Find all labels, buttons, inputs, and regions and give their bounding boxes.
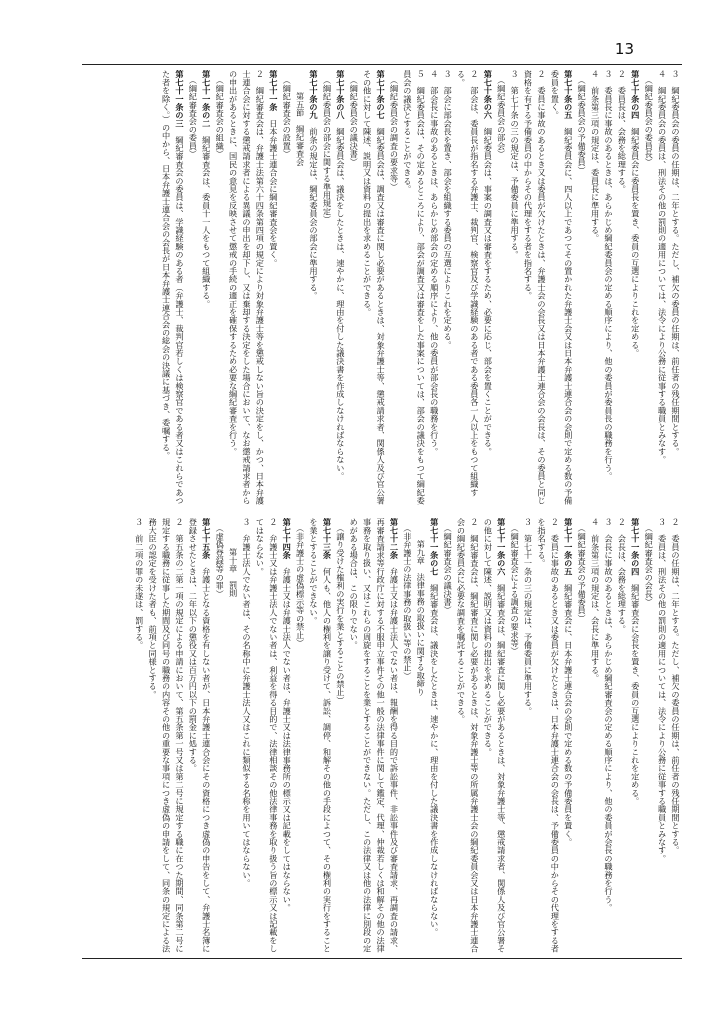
article-paragraph xyxy=(333,70,346,506)
article-caption xyxy=(213,518,226,954)
caption-text: （綱紀委員会の議決書） xyxy=(349,76,360,167)
caption-text: （非弁護士の虚偽標示等の禁止） xyxy=(295,524,306,647)
article-text: 綱紀委員会に委員長を置き、委員の互選によりこれを定める。 xyxy=(630,119,641,358)
top-rule xyxy=(82,64,682,65)
article-paragraph xyxy=(347,518,401,954)
article-caption xyxy=(213,70,226,506)
clause-text: ４ 前条第三項の規定は、会長に準用する。 xyxy=(590,518,601,682)
article-text: 弁護士又は弁護士法人でない者は、報酬を得る目的で訴訟事件、非訟事件及び審査請求、再調査の請求、再審査請求等行政庁に対する不服申立事件その他一般の法律事件に関して鑑定、代理、仲裁若しくは和解その他の法律事務を取り扱い、又はこれらの周旋をすることを業とすることができない。ただし、この法律又は他の法律に別段の定めがある場合は、この限りでない。 xyxy=(349,518,400,953)
article-number: 第七十三条 xyxy=(322,518,333,559)
article-caption xyxy=(320,70,333,506)
clause-paragraph xyxy=(226,70,266,506)
article-number: 第七十条の八 xyxy=(335,70,346,120)
chapter-heading xyxy=(226,518,239,954)
article-text: 綱紀審査会に会長を置き、委員の互選によりこれを定める。 xyxy=(630,575,641,806)
clause-paragraph xyxy=(655,70,668,506)
clause-text: ５ 綱紀委員会は、その定めるところにより、部会が調査又は審査をした事案については、部会の議決をもつて綱紀委員会の議決とすることができる。 xyxy=(402,70,427,505)
caption-text: （綱紀審査会の委員） xyxy=(188,76,199,158)
caption-text: （綱紀審査会による調査の要求等） xyxy=(510,524,521,656)
chapter-heading-text: 第十章 罰則 xyxy=(228,548,239,598)
article-caption xyxy=(508,518,521,954)
clause-text: ２ 弁護士又は弁護士法人でない者は、利益を得る目的で、法律相談その他法律事務を取り扱う旨の標示又は記載をしてはならない。 xyxy=(255,518,279,953)
article-text: 綱紀委員会は、調査又は審査に関し必要があるときは、対象弁護士等、懲戒請求者、関係人及び官公署その他に対して陳述、説明又は資料の提出を求めることができる。 xyxy=(362,70,387,505)
article-caption xyxy=(293,518,306,954)
clause-paragraph xyxy=(669,518,682,954)
article-number: 第七十一条の六 xyxy=(496,518,507,576)
article-text: 綱紀審査会は、委員十一人をもつて組織する。 xyxy=(201,127,212,308)
article-caption xyxy=(387,70,400,506)
section-heading xyxy=(293,70,306,506)
article-text: 綱紀審査会に、日本弁護士連合会の会則で定める数の予備委員を置く。 xyxy=(563,575,574,847)
article-number: 第七十四条 xyxy=(282,518,293,559)
clause-text: ２ 綱紀審査会は、弁護士法第六十四条第四項の規定により対象弁護士等を懲戒しない旨の決定をし、かつ、日本弁護士連合会に対する懲戒請求者による異議の申出を却下し、又は棄却する決定をした場合において、なお懲戒請求者からの申出があるときに、国民の意見を反映させて懲戒の手続の適正を確保するため必要な綱紀審査を行う。 xyxy=(228,70,266,505)
article-text: 弁護士となる資格を有しない者が、日本弁護士連合会にその資格につき虚偽の申告をして、弁護士名簿に登録させたときは、二年以下の懲役又は百万円以下の罰金に処する。 xyxy=(188,518,212,953)
article-paragraph xyxy=(307,70,320,506)
article-caption xyxy=(575,70,588,506)
clause-paragraph xyxy=(132,518,145,954)
article-number: 第七十条の七 xyxy=(376,70,387,120)
clause-text: ２ 委員に事故のあるとき又は委員が欠けたときは、弁護士会の会長又は日本弁護士連合会の会長は、その委員と同じ資格を有する予備委員の中からその代理をする者を指名する。 xyxy=(523,70,547,505)
article-number: 第七十一条の二 xyxy=(201,70,212,128)
caption-text: （綱紀委員会の部会に関する準用規定） xyxy=(322,76,333,224)
clause-paragraph xyxy=(615,518,628,954)
lower-vertical-text xyxy=(132,518,682,954)
clause-text: ２ 委員長は、会務を総理する。 xyxy=(617,70,628,193)
article-text: 日本弁護士連合会に綱紀審査会を置く。 xyxy=(268,111,279,267)
article-paragraph xyxy=(427,518,440,954)
article-text: 弁護士又は弁護士法人でない者は、弁護士又は法律事務所の標示又は記載をしてはならない。 xyxy=(282,559,293,912)
caption-text: （綱紀委員会の調査の要求等） xyxy=(389,76,400,191)
clause-paragraph xyxy=(602,518,615,954)
article-text: 綱紀委員会に、四人以上であつてその置かれた弁護士会又は日本弁護士連合会の会則で定める数の予備委員を置く。 xyxy=(550,70,574,505)
article-number: 第七十五条 xyxy=(201,518,212,559)
article-text: 綱紀委員会は、事案の調査又は審査をするため、必要に応じ、部会を置くことができる。 xyxy=(483,119,494,456)
clause-text: ３ 前二項の罪の未遂は、罰する。 xyxy=(134,518,145,650)
article-caption xyxy=(575,518,588,954)
article-number: 第七十一条の五 xyxy=(563,518,574,576)
clause-paragraph xyxy=(521,70,548,506)
section-heading-text: 第九章 法律事務の取扱いに関する取締り xyxy=(416,540,427,696)
clause-paragraph xyxy=(535,518,562,954)
article-caption xyxy=(494,70,507,506)
clause-paragraph xyxy=(454,70,481,506)
clause-paragraph xyxy=(253,518,280,954)
clause-paragraph xyxy=(240,518,253,954)
article-paragraph xyxy=(199,70,212,506)
article-text: 前条の規定は、綱紀委員会の部会に準用する。 xyxy=(309,119,320,300)
article-paragraph xyxy=(561,518,574,954)
clause-paragraph xyxy=(602,70,615,506)
clause-paragraph xyxy=(427,70,440,506)
clause-text: ３ 会長に事故のあるときは、あらかじめ綱紀審査会の定める順序により、他の委員が会長の職務を行う。 xyxy=(603,518,614,912)
clause-text: ３ 第七十条の三の規定は、予備委員に準用する。 xyxy=(510,70,521,259)
upper-vertical-text xyxy=(159,70,682,506)
clause-text: ４ 前条第三項の規定は、委員長に準用する。 xyxy=(590,70,601,243)
caption-text: （譲り受けた権利の実行を業とすることの禁止） xyxy=(335,524,346,705)
clause-paragraph xyxy=(508,70,521,506)
caption-text: （綱紀委員会の予備委員） xyxy=(577,76,588,175)
clause-paragraph xyxy=(441,70,454,506)
article-number: 第七十一条 xyxy=(268,70,279,111)
clause-text: ３ 部会に部会長を置き、部会を組織する委員の互選によりこれを定める。 xyxy=(443,70,454,349)
article-number: 第七十条の四 xyxy=(630,70,641,120)
page-number: 13 xyxy=(614,40,634,58)
caption-text: （綱紀審査会の組織） xyxy=(215,76,226,158)
clause-paragraph xyxy=(588,518,601,954)
clause-paragraph xyxy=(655,518,668,954)
article-number: 第七十条の九 xyxy=(309,70,320,120)
caption-text: （虚偽登録等の罪） xyxy=(215,524,226,598)
article-caption xyxy=(400,518,413,954)
article-paragraph xyxy=(360,70,387,506)
article-caption xyxy=(642,518,655,954)
clause-paragraph xyxy=(615,70,628,506)
section-heading-text: 第五節 綱紀審査会 xyxy=(295,92,306,166)
clause-text: ３ 委員は、刑法その他の罰則の適用については、法令により公務に従事する職員とみなす。 xyxy=(657,518,668,863)
clause-text: ２ 綱紀審査会は、綱紀審査に関し必要があるときは、対象弁護士等の所属弁護士会の綱紀委員会又は日本弁護士連合会の綱紀委員会に必要な調査を嘱託することができる。 xyxy=(456,518,480,953)
article-number: 第七十一条の三 xyxy=(174,70,185,128)
clause-paragraph xyxy=(400,70,427,506)
clause-text: ４ 部会長に事故のあるときは、あらかじめ部会の定める順序により、他の委員が部会長の職務を行う。 xyxy=(429,70,440,456)
clause-text: ３ 綱紀委員会の委員の任期は、二年とする。ただし、補欠の委員の任期は、前任者の残任期間とする。 xyxy=(671,70,681,456)
caption-text: （綱紀審査会の設置） xyxy=(282,76,293,158)
clause-text: ２ 委員の任期は、二年とする。ただし、補欠の委員の任期は、前任者の残任期間とする。 xyxy=(671,518,681,855)
article-caption xyxy=(280,70,293,506)
clause-paragraph xyxy=(521,518,534,954)
article-caption xyxy=(441,518,454,954)
article-number: 第七十条の五 xyxy=(563,70,574,120)
article-paragraph xyxy=(548,70,575,506)
clause-text: ２ 会長は、会務を総理する。 xyxy=(617,518,628,633)
caption-text: （非弁護士の法律事務の取扱い等の禁止） xyxy=(402,524,413,680)
clause-text: ２ 委員に事故のあるとき又は委員が欠けたときは、日本弁護士連合会の会長は、予備委員の中からその代理をする者を指名する。 xyxy=(536,518,561,953)
caption-text: （綱紀委員会の部会） xyxy=(496,76,507,158)
lower-text-column xyxy=(82,518,682,954)
upper-text-column xyxy=(82,70,682,506)
article-caption xyxy=(642,70,655,506)
article-paragraph xyxy=(307,518,334,954)
bottom-rule xyxy=(82,958,682,959)
article-paragraph xyxy=(280,518,293,954)
article-text: 綱紀審査会は、綱紀審査に関し必要があるときは、対象弁護士等、懲戒請求者、関係人及び官公署その他に対して陳述、説明又は資料の提出を求めることができる。 xyxy=(483,518,507,953)
article-paragraph xyxy=(186,518,213,954)
clause-text: ３ 委員長に事故のあるときは、あらかじめ綱紀委員会の定める順序により、他の委員が委員長の職務を行う。 xyxy=(603,70,614,480)
article-paragraph xyxy=(628,70,641,506)
article-number: 第七十条の六 xyxy=(483,70,494,120)
article-paragraph xyxy=(481,518,508,954)
clause-text: ３ 弁護士法人でない者は、その名称中に弁護士法人又はこれに類似する名称を用いてはならない。 xyxy=(242,518,252,887)
clause-paragraph xyxy=(669,70,682,506)
article-text: 綱紀審査会の委員は、学識経験のある者（弁護士、裁判官若しくは検察官である者又はこれらであつた者を除く。）の中から、日本弁護士連合会の会長が日本弁護士連合会の総会の決議に基づき、委嘱する。 xyxy=(161,70,185,505)
clause-text: ３ 第七十一条の三の規定は、予備委員に準用する。 xyxy=(523,518,534,715)
caption-text: （綱紀審査会の予備委員） xyxy=(577,524,588,623)
article-caption xyxy=(333,518,346,954)
article-paragraph xyxy=(628,518,641,954)
article-number: 第七十二条 xyxy=(389,518,400,559)
article-number: 第七十一条の四 xyxy=(630,518,641,576)
clause-text: ２ 第五条の二第一項の規定による申請において、第五条第一号又は第二号に規定する職に在つた期間、同条第二号に規定する職務に従事した期間及び同号の職務の内容その他の重要な事項につき虚偽の申請をして、同条の規定による法務大臣の認定を受けた者も、前項と同様とする。 xyxy=(148,518,185,953)
clause-paragraph xyxy=(146,518,186,954)
article-caption xyxy=(186,70,199,506)
article-text: 何人も、他人の権利を譲り受けて、訴訟、調停、和解その他の手段によつて、その権利の実行をすることを業とすることができない。 xyxy=(309,518,333,953)
clause-paragraph xyxy=(454,518,481,954)
article-text: 綱紀審査会は、議決をしたときは、速やかに、理由を付した議決書を作成しなければならない。 xyxy=(429,575,440,937)
caption-text: （綱紀審査会の議決書） xyxy=(443,524,454,615)
clause-paragraph xyxy=(588,70,601,506)
clause-text: ４ 綱紀委員会の委員は、刑法その他の罰則の適用については、法令により公務に従事する職員とみなす。 xyxy=(657,70,668,464)
section-heading xyxy=(414,518,427,954)
article-paragraph xyxy=(481,70,494,506)
caption-text: （綱紀審査会の会長） xyxy=(644,524,655,606)
article-text: 綱紀委員会は、議決をしたときは、速やかに、理由を付した議決書を作成しなければならない。 xyxy=(335,119,346,481)
caption-text: （綱紀委員会の委員長） xyxy=(644,76,655,167)
clause-text: ２ 部会は、委員長が指名する弁護士、裁判官、検察官及び学識経験のある者である委員各一人以上をもつて組織する。 xyxy=(456,70,480,497)
article-paragraph xyxy=(266,70,279,506)
article-caption xyxy=(347,70,360,506)
article-paragraph xyxy=(159,70,186,506)
article-number: 第七十一条の七 xyxy=(429,518,440,576)
